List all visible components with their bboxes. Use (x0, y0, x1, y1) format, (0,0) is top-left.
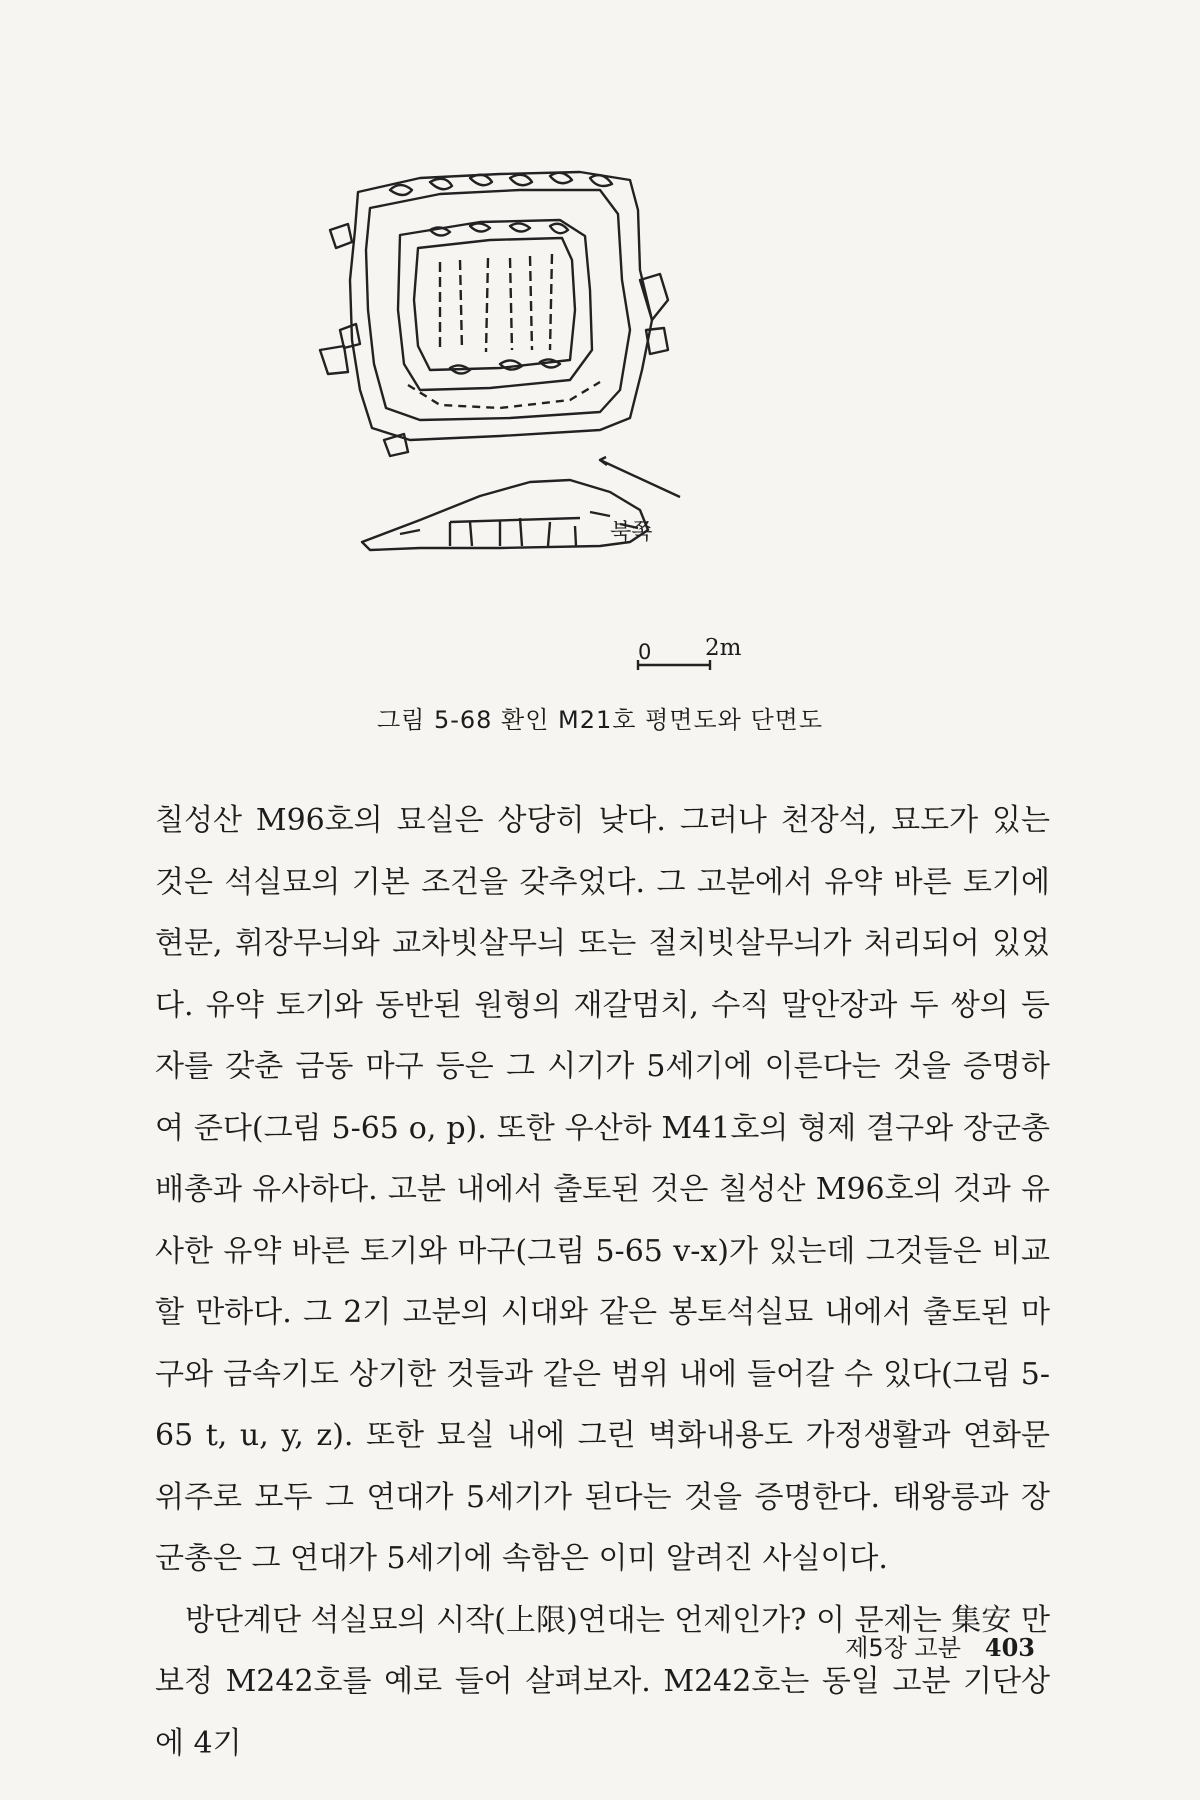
tomb-figure (300, 150, 900, 710)
page-footer (845, 1628, 1035, 1663)
scale-end-label: 2m (705, 635, 742, 661)
scale-start-label: 0 (638, 640, 652, 664)
figure-caption: 그림 5-68 환인 M21호 평면도와 단면도 (376, 706, 824, 734)
page-number: 403 (984, 1633, 1035, 1662)
body-text (155, 790, 1050, 1774)
north-label: 북쪽 (610, 520, 653, 545)
paragraph-2: 방단계단 석실묘의 시작(上限)연대는 언제인가? 이 문제는 集安 만보정 M242호를 예로 들어 살펴보자. M242호는 동일 고분 기단상에 4기 (155, 1602, 1050, 1761)
chapter-title: 제5장 고분 (845, 1634, 961, 1662)
paragraph-1: 칠성산 M96호의 묘실은 상당히 낮다. 그러나 천장석, 묘도가 있는 것은 석실묘의 기본 조건을 갖추었다. 그 고분에서 유약 바른 토기에 현문, 휘장무늬와 교차빗살무늬 또는 절치빗살무늬가 처리되어 있었다. 유약 토기와 동반된 원형의 재갈멈치, 수직 말안장과 두 쌍의 등자를 갖춘 금동 마구 등은 그 시기가 5세기에 이른다는 것을 증명하여 준다(그림 5-65 o, p). 또한 우산하 M41호의 형제 결구와 장군총 배총과 유사하다. 고분 내에서 출토된 것은 칠성산 M96호의 것과 유사한 유약 바른 토기와 마구(그림 5-65 v-x)가 있는데 그것들은 비교할 만하다. 그 2기 고분의 시대와 같은 봉토석실묘 내에서 출토된 마구와 금속기도 상기한 것들과 같은 범위 내에 들어갈 수 있다(그림 5-65 t, u, y, z). 또한 묘실 내에 그린 벽화내용도 가정생활과 연화문 위주로 모두 그 연대가 5세기가 된다는 것을 증명한다. 태왕릉과 장군총은 그 연대가 5세기에 속함은 이미 알려진 사실이다. (155, 803, 1050, 1576)
tomb-plan-section-drawing (300, 150, 900, 710)
